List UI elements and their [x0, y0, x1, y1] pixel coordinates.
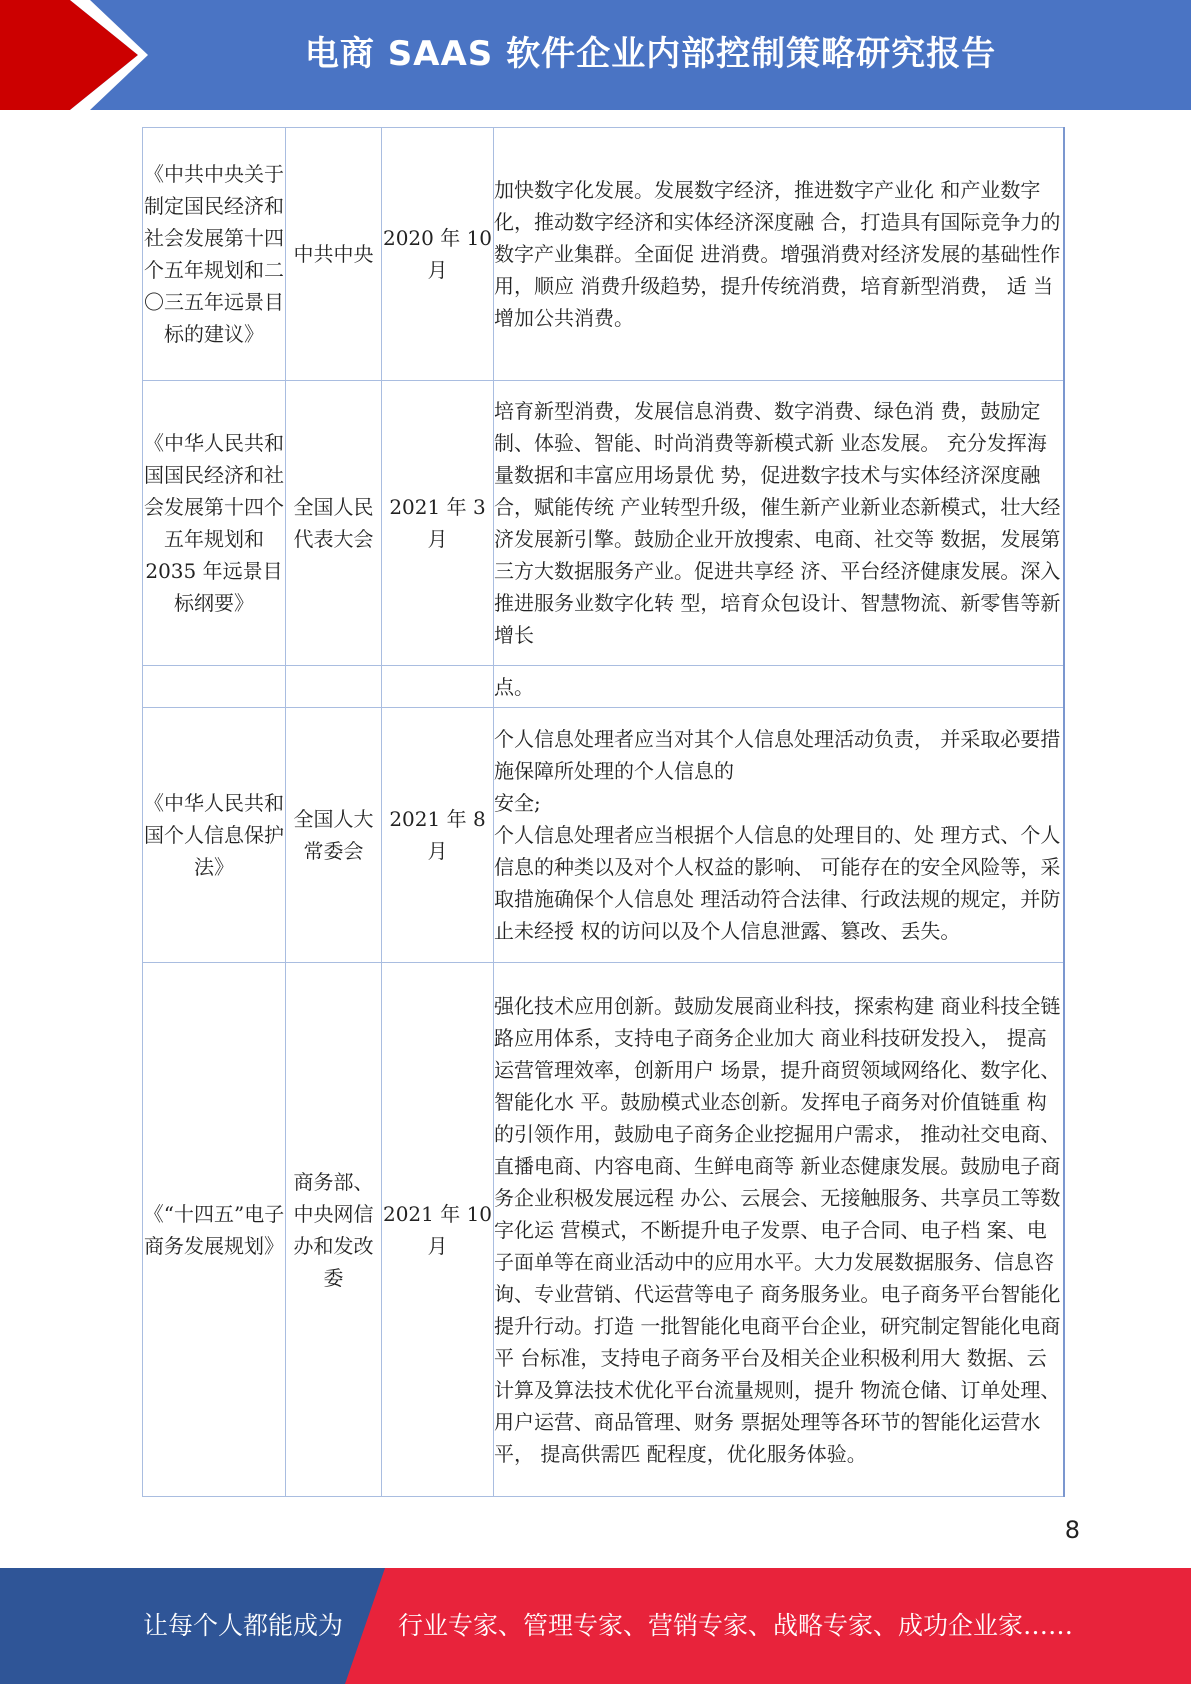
policy-title-cell: 《“十四五”电子商务发展规划》 — [143, 963, 286, 1497]
table-row — [143, 963, 1064, 1497]
table-row — [143, 381, 1064, 666]
policy-content-cell — [494, 708, 1064, 963]
page-footer — [0, 1568, 1191, 1684]
policy-date-cell: 2021 年 10 月 — [382, 963, 494, 1497]
policy-issuer-cell — [286, 666, 382, 708]
table-row — [143, 128, 1064, 381]
table-row — [143, 666, 1064, 708]
policy-date-cell — [382, 666, 494, 708]
policy-content-paragraph: 培育新型消费，发展信息消费、数字消费、绿色消 费，鼓励定制、体验、智能、时尚消费等新模式新 业态发展。 充分发挥海量数据和丰富应用场景优 势，促进数字技术与实体经济深度融合，赋能传统 产业转型升级，催生新产业新业态新模式，壮大经 济发展新引擎。鼓励企业开放搜索、电商、社交等 数据，发展第三方大数据服务产业。促进共享经 济、平台经济健康发展。深入推进服务业数字化转 型，培育众包设计、智慧物流、新零售等新增长 — [494, 399, 1061, 647]
policy-issuer-cell: 全国人民代表大会 — [286, 381, 382, 666]
policy-content-paragraph: 强化技术应用创新。鼓励发展商业科技，探索构建 商业科技全链路应用体系，支持电子商务企业加大 商业科技研发投入， 提高运营管理效率，创新用户 场景，提升商贸领域网络化、数字化、智能化水 平。鼓励模式业态创新。发挥电子商务对价值链重 构的引领作用，鼓励电子商务企业挖掘用户需求， 推动社交电商、直播电商、内容电商、生鲜电商等 新业态健康发展。鼓励电子商务企业积极发展远程 办公、云展会、无接触服务、共享员工等数字化运 营模式，不断提升电子发票、电子合同、电子档 案、电子面单等在商业活动中的应用水平。大力发展数据服务、信息咨询、专业营销、代运营等电子 商务服务业。电子商务平台智能化提升行动。打造 一批智能化电商平台企业，研究制定智能化电商平 台标准，支持电子商务平台及相关企业积极利用大 数据、云计算及算法技术优化平台流量规则，提升 物流仓储、订单处理、用户运营、商品管理、财务 票据处理等各环节的智能化运营水平， 提高供需匹 配程度，优化服务体验。 — [494, 993, 1061, 1466]
policy-issuer-cell: 中共中央 — [286, 128, 382, 381]
policy-title-cell: 《中华人民共和国国民经济和社会发展第十四个五年规划和 2035 年远景目标纲要》 — [143, 381, 286, 666]
policy-title-cell: 《中共中央关于制定国民经济和社会发展第十四个五年规划和二〇三五年远景目标的建议》 — [143, 128, 286, 381]
header-chevron-decoration — [0, 0, 160, 110]
policy-issuer-cell: 全国人大常委会 — [286, 708, 382, 963]
footer-slogan-right: 行业专家、管理专家、营销专家、战略专家、成功企业家…… — [398, 1611, 1074, 1640]
policy-content-paragraph: 加快数字化发展。发展数字经济，推进数字产业化 和产业数字化，推动数字经济和实体经济深度融 合，打造具有国际竞争力的数字产业集群。全面促 进消费。增强消费对经济发展的基础性作用，顺应 消费升级趋势，提升传统消费，培育新型消费， 适 当增加公共消费。 — [494, 178, 1061, 330]
report-title: 电商 SAAS 软件企业内部控制策略研究报告 — [304, 34, 997, 74]
policy-content-paragraph: 个人信息处理者应当根据个人信息的处理目的、处 理方式、个人信息的种类以及对个人权益的影响、 可能存在的安全风险等，采取措施确保个人信息处 理活动符合法律、行政法规的规定，并防止未经授 权的访问以及个人信息泄露、篡改、丢失。 — [494, 823, 1061, 943]
policy-date-cell: 2021 年 3 月 — [382, 381, 494, 666]
table-row — [143, 708, 1064, 963]
policy-content-paragraph: 安全; — [494, 791, 541, 815]
policy-content-cell — [494, 963, 1064, 1497]
policy-content-paragraph: 个人信息处理者应当对其个人信息处理活动负责， 并采取必要措施保障所处理的个人信息的 — [494, 727, 1061, 783]
policy-content-cell — [494, 128, 1064, 381]
policy-content-paragraph: 点。 — [494, 674, 534, 699]
policy-content-cell — [494, 666, 1064, 708]
policy-content-cell — [494, 381, 1064, 666]
page-number: 8 — [1064, 1516, 1080, 1544]
policy-date-cell: 2021 年 8 月 — [382, 708, 494, 963]
policy-issuer-cell: 商务部、中央网信办和发改委 — [286, 963, 382, 1497]
policy-date-cell: 2020 年 10 月 — [382, 128, 494, 381]
page-header — [0, 0, 1191, 110]
policy-title-cell: 《中华人民共和国个人信息保护法》 — [143, 708, 286, 963]
footer-slogan-left: 让每个人都能成为 — [143, 1611, 344, 1640]
policy-title-cell — [143, 666, 286, 708]
policy-table — [142, 127, 1065, 1497]
